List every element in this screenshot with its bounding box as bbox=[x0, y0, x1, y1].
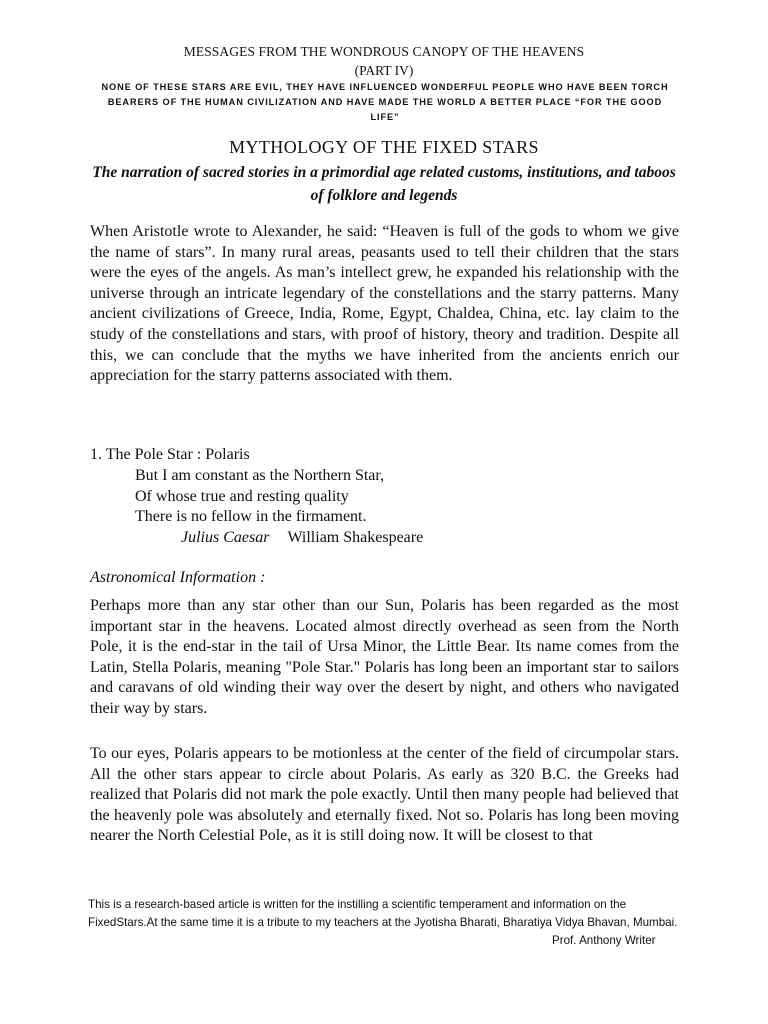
quote-work: Julius Caesar bbox=[181, 529, 270, 546]
header-note: NONE OF THESE STARS ARE EVIL, THEY HAVE INFLUENCED WONDERFUL PEOPLE WHO HAVE BEEN TORCH BEARERS OF THE HUMAN CIVILIZATION AND HAVE MADE THE WORLD A BETTER PLACE “FOR THE GOOD LIFE” bbox=[101, 82, 669, 122]
quote-line: Of whose true and resting quality bbox=[135, 488, 349, 505]
intro-paragraph: When Aristotle wrote to Alexander, he said: “Heaven is full of the gods to whom we give the name of stars”. In many rural areas, peasants used to tell their children that the stars were the eyes of the angels. As man’s intellect grew, he expanded his relationship with the universe through an intricate legendary of the constellations and the starry patterns. Many ancient civilizations of Greece, India, Rome, Egypt, Chaldea, China, etc. lay claim to the study of the constellations and stars, with proof of history, theory and tradition. Despite all this, we can conclude that the myths we have inherited from the ancients enrich our appreciation for the starry patterns associated with them. bbox=[90, 223, 679, 385]
astronomical-paragraph-1: Perhaps more than any star other than our Sun, Polaris has been regarded as the most important star in the heavens. Located almost directly overhead as seen from the North Pole, it is the end-star in the tail of Ursa Minor, the Little Bear. Its name comes from the Latin, Stella Polaris, meaning "Pole Star." Polaris has long been an important star to sailors and caravans of old winding their way over the desert by night, and others who navigated their way by stars. bbox=[90, 597, 679, 717]
section-subtitle: The narration of sacred stories in a primordial age related customs, institutions, and taboos of folklore and legends bbox=[92, 164, 676, 204]
quote-attribution bbox=[181, 528, 423, 548]
header-part: (PART IV) bbox=[354, 63, 414, 78]
section-title: MYTHOLOGY OF THE FIXED STARS bbox=[229, 137, 539, 157]
header-title: MESSAGES FROM THE WONDROUS CANOPY OF THE HEAVENS bbox=[183, 44, 585, 59]
footer-signature: Prof. Anthony Writer bbox=[552, 934, 656, 947]
pole-star-heading: 1. The Pole Star : Polaris bbox=[90, 446, 250, 463]
quote-line: But I am constant as the Northern Star, bbox=[135, 467, 385, 484]
quote-line: There is no fellow in the firmament. bbox=[135, 508, 367, 525]
quote-author: William Shakespeare bbox=[287, 529, 424, 546]
astronomical-paragraph-2: To our eyes, Polaris appears to be motionless at the center of the field of circumpolar stars. All the other stars appear to circle about Polaris. As early as 320 B.C. the Greeks had realized that Polaris did not mark the pole exactly. Until then many people had believed that the heavenly pole was absolutely and eternally fixed. Not so. Polaris has long been moving nearer the North Celestial Pole, as it is still doing now. It will be closest to that bbox=[90, 745, 679, 845]
footer-note: This is a research-based article is written for the instilling a scientific temperament and information on the FixedStars.At the same time it is a tribute to my teachers at the Jyotisha Bharati, Bharatiya Vidya Bhavan, Mumbai. bbox=[88, 898, 678, 930]
astronomical-heading: Astronomical Information : bbox=[90, 569, 266, 586]
